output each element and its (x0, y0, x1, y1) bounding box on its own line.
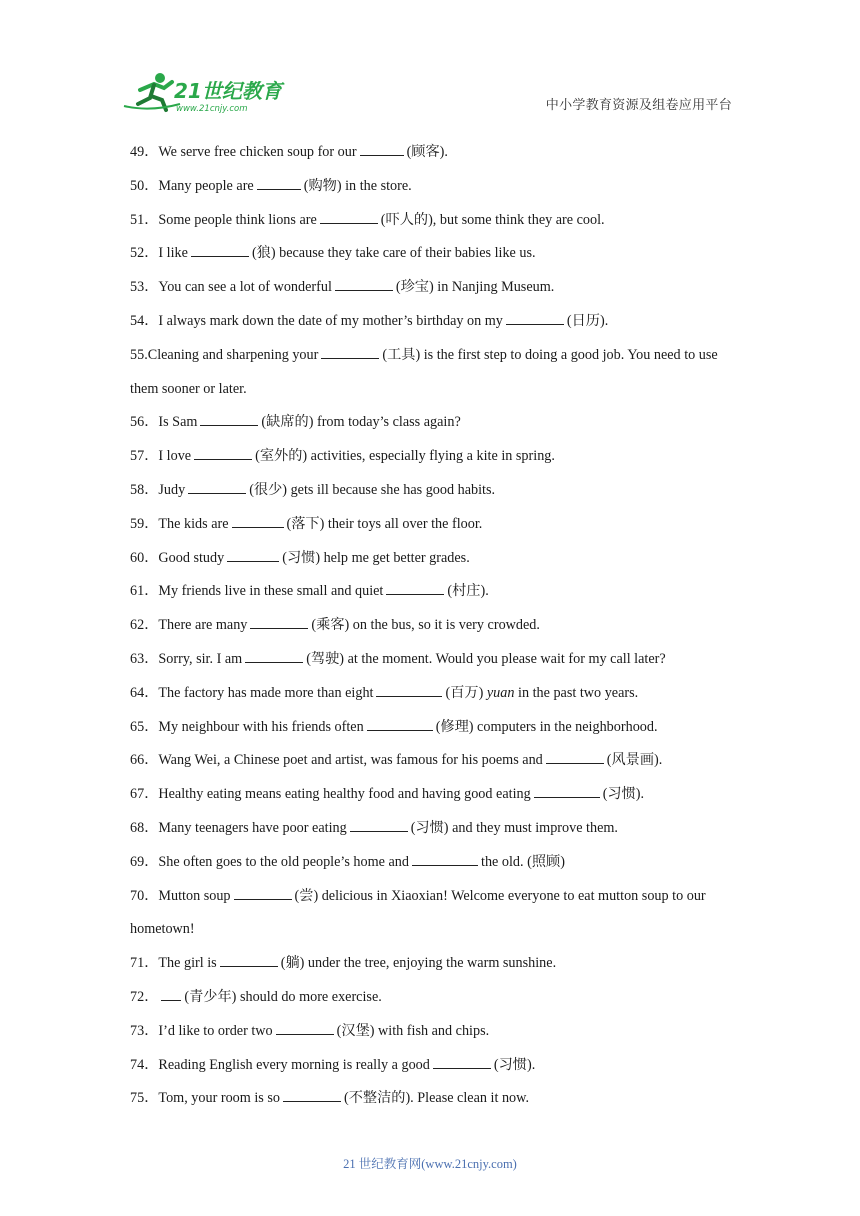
question-text: Sorry, sir. I am (158, 650, 243, 667)
question-text: I’d like to order two (158, 1022, 273, 1039)
question-text-tail: in the past two years. (518, 684, 639, 701)
question-number: 64． (130, 684, 159, 701)
question-text: Some people think lions are (158, 211, 317, 228)
question-number: 63． (130, 650, 159, 667)
question-text: We serve free chicken soup for our (158, 144, 357, 160)
answer-blank[interactable] (188, 480, 246, 494)
answer-blank[interactable] (320, 210, 378, 224)
question-number: 52． (130, 245, 159, 262)
answer-blank[interactable] (227, 548, 279, 562)
question-item (130, 643, 734, 677)
question-number: 57． (130, 448, 159, 465)
question-text: Is Sam (158, 414, 198, 431)
question-number: 53． (130, 279, 159, 296)
question-item (130, 947, 734, 981)
question-number: 73． (130, 1022, 159, 1039)
answer-blank[interactable] (283, 1088, 341, 1102)
italic-word: yuan (486, 684, 515, 701)
question-text: I always mark down the date of my mother’s birthday on my (158, 312, 503, 329)
answer-blank[interactable] (245, 649, 303, 663)
question-number: 59． (130, 515, 159, 532)
question-hint: (习惯) help me get better grades. (282, 549, 470, 566)
question-item (130, 170, 734, 204)
question-text: Many people are (158, 177, 254, 194)
question-item (130, 677, 734, 711)
question-hint: (躺) under the tree, enjoying the warm sunshine. (280, 955, 557, 972)
answer-blank[interactable] (232, 514, 284, 528)
question-hint: (村庄). (447, 583, 489, 600)
answer-blank[interactable] (433, 1055, 491, 1069)
question-number: 67． (130, 786, 159, 803)
question-number: 62． (130, 617, 159, 634)
answer-blank[interactable] (412, 852, 478, 866)
question-item (130, 609, 734, 643)
question-item (130, 1015, 734, 1049)
header-platform-text: 中小学教育资源及组卷应用平台 (545, 98, 732, 113)
answer-blank[interactable] (234, 886, 292, 900)
question-hint: (青少年) should do more exercise. (184, 988, 382, 1005)
question-item (130, 542, 734, 576)
question-hint: (风景画). (606, 752, 663, 769)
answer-blank[interactable] (367, 717, 433, 731)
question-hint: (珍宝) in Nanjing Museum. (395, 279, 555, 296)
page-header (120, 68, 732, 120)
question-item (130, 204, 734, 238)
answer-blank[interactable] (200, 412, 258, 426)
question-item (130, 508, 734, 542)
question-number: 66． (130, 752, 159, 769)
answer-blank[interactable] (506, 311, 564, 325)
answer-blank[interactable] (350, 818, 408, 832)
question-item (130, 575, 734, 609)
question-hint: (习惯). (602, 786, 645, 803)
question-hint: (乘客) on the bus, so it is very crowded. (311, 617, 540, 634)
question-hint: (狼) because they take care of their babies like us. (251, 245, 536, 262)
question-hint: (缺席的) from today’s class again? (261, 414, 461, 431)
question-number: 56． (130, 414, 159, 431)
answer-blank[interactable] (360, 142, 404, 156)
answer-blank[interactable] (161, 987, 181, 1001)
question-hint: (驾驶) at the moment. Would you please wait for my call later? (306, 650, 666, 667)
answer-blank[interactable] (194, 446, 252, 460)
question-number: 61． (130, 583, 159, 600)
question-item (130, 880, 734, 948)
question-hint: (习惯) and they must improve them. (410, 819, 618, 836)
question-hint: (尝) delicious in Xiaoxian! Welcome everyone to eat mutton soup to our hometown! (130, 887, 706, 938)
answer-blank[interactable] (386, 581, 444, 595)
question-text: The kids are (158, 515, 229, 532)
question-item (130, 237, 734, 271)
svg-text:21世纪教育: 21世纪教育 (174, 79, 282, 103)
question-text: She often goes to the old people’s home and (158, 853, 409, 870)
question-number: 74． (130, 1056, 159, 1073)
question-item (130, 440, 734, 474)
question-hint: (购物) in the store. (303, 177, 412, 194)
answer-blank[interactable] (257, 176, 301, 190)
question-number: 72． (130, 988, 159, 1005)
question-number: 69． (130, 853, 159, 870)
question-hint: (不整洁的). Please clean it now. (343, 1090, 530, 1107)
question-hint: (吓人的), but some think they are cool. (380, 211, 605, 228)
footer-text: 21 世纪教育网(www.21cnjy.com) (343, 1157, 517, 1171)
question-hint: (习惯). (493, 1056, 536, 1073)
question-hint: (汉堡) with fish and chips. (336, 1022, 490, 1039)
answer-blank[interactable] (321, 345, 379, 359)
question-text: There are many (158, 617, 248, 634)
runner-logo-icon (120, 68, 290, 114)
question-text: Cleaning and sharpening your (147, 346, 319, 363)
question-hint: (落下) their toys all over the floor. (286, 515, 483, 532)
logo (120, 68, 290, 114)
answer-blank[interactable] (250, 615, 308, 629)
answer-blank[interactable] (546, 750, 604, 764)
question-text: My friends live in these small and quiet (158, 583, 384, 600)
question-item (130, 136, 734, 170)
question-item (130, 778, 734, 812)
question-text: I love (158, 448, 192, 465)
question-number: 75． (130, 1090, 159, 1107)
question-hint: the old. (照顾) (481, 853, 565, 870)
question-text: Good study (158, 549, 225, 566)
question-hint: (百万) (445, 684, 484, 701)
question-text: Wang Wei, a Chinese poet and artist, was famous for his poems and (158, 752, 543, 769)
question-text: Judy (158, 481, 186, 498)
question-item (130, 474, 734, 508)
question-number: 58． (130, 481, 159, 498)
question-text: The girl is (158, 955, 217, 972)
answer-blank[interactable] (335, 277, 393, 291)
question-item (130, 812, 734, 846)
answer-blank[interactable] (191, 243, 249, 257)
question-item (130, 406, 734, 440)
question-number: 68． (130, 819, 159, 836)
question-number: 51． (130, 211, 159, 228)
question-item (130, 339, 734, 407)
question-item (130, 744, 734, 778)
question-item (130, 711, 734, 745)
question-text: The factory has made more than eight (158, 684, 374, 701)
question-hint: (日历). (566, 312, 609, 329)
question-text: Tom, your room is so (158, 1090, 280, 1107)
question-text: Reading English every morning is really a good (158, 1056, 430, 1073)
question-number: 60． (130, 549, 159, 566)
question-list (130, 136, 734, 1116)
answer-blank[interactable] (276, 1021, 334, 1035)
question-number: 70． (130, 887, 159, 904)
answer-blank[interactable] (220, 953, 278, 967)
question-number: 54． (130, 312, 159, 329)
answer-blank[interactable] (534, 784, 600, 798)
question-text: Healthy eating means eating healthy food and having good eating (158, 786, 531, 803)
svg-text:www.21cnjy.com: www.21cnjy.com (176, 104, 248, 114)
question-text: Mutton soup (158, 887, 231, 904)
question-item (130, 981, 734, 1015)
question-item (130, 305, 734, 339)
question-item (130, 1049, 734, 1083)
question-text: You can see a lot of wonderful (158, 279, 332, 296)
question-number: 55. (130, 346, 148, 363)
question-hint: (工具) is the first step to doing a good job. You need to use them sooner or later. (130, 346, 718, 397)
question-hint: (顾客). (406, 144, 448, 160)
question-text: I like (158, 245, 188, 262)
question-hint: (室外的) activities, especially flying a kite in spring. (255, 448, 555, 465)
question-number: 49． (130, 144, 159, 160)
question-number: 50． (130, 177, 159, 194)
question-hint: (修理) computers in the neighborhood. (435, 718, 658, 735)
question-number: 71． (130, 955, 159, 972)
question-item (130, 271, 734, 305)
question-item (130, 1082, 734, 1116)
question-number: 65． (130, 718, 159, 735)
question-item (130, 846, 734, 880)
question-text: My neighbour with his friends often (158, 718, 364, 735)
question-text: Many teenagers have poor eating (158, 819, 347, 836)
question-hint: (很少) gets ill because she has good habits. (249, 481, 496, 498)
answer-blank[interactable] (376, 683, 442, 697)
